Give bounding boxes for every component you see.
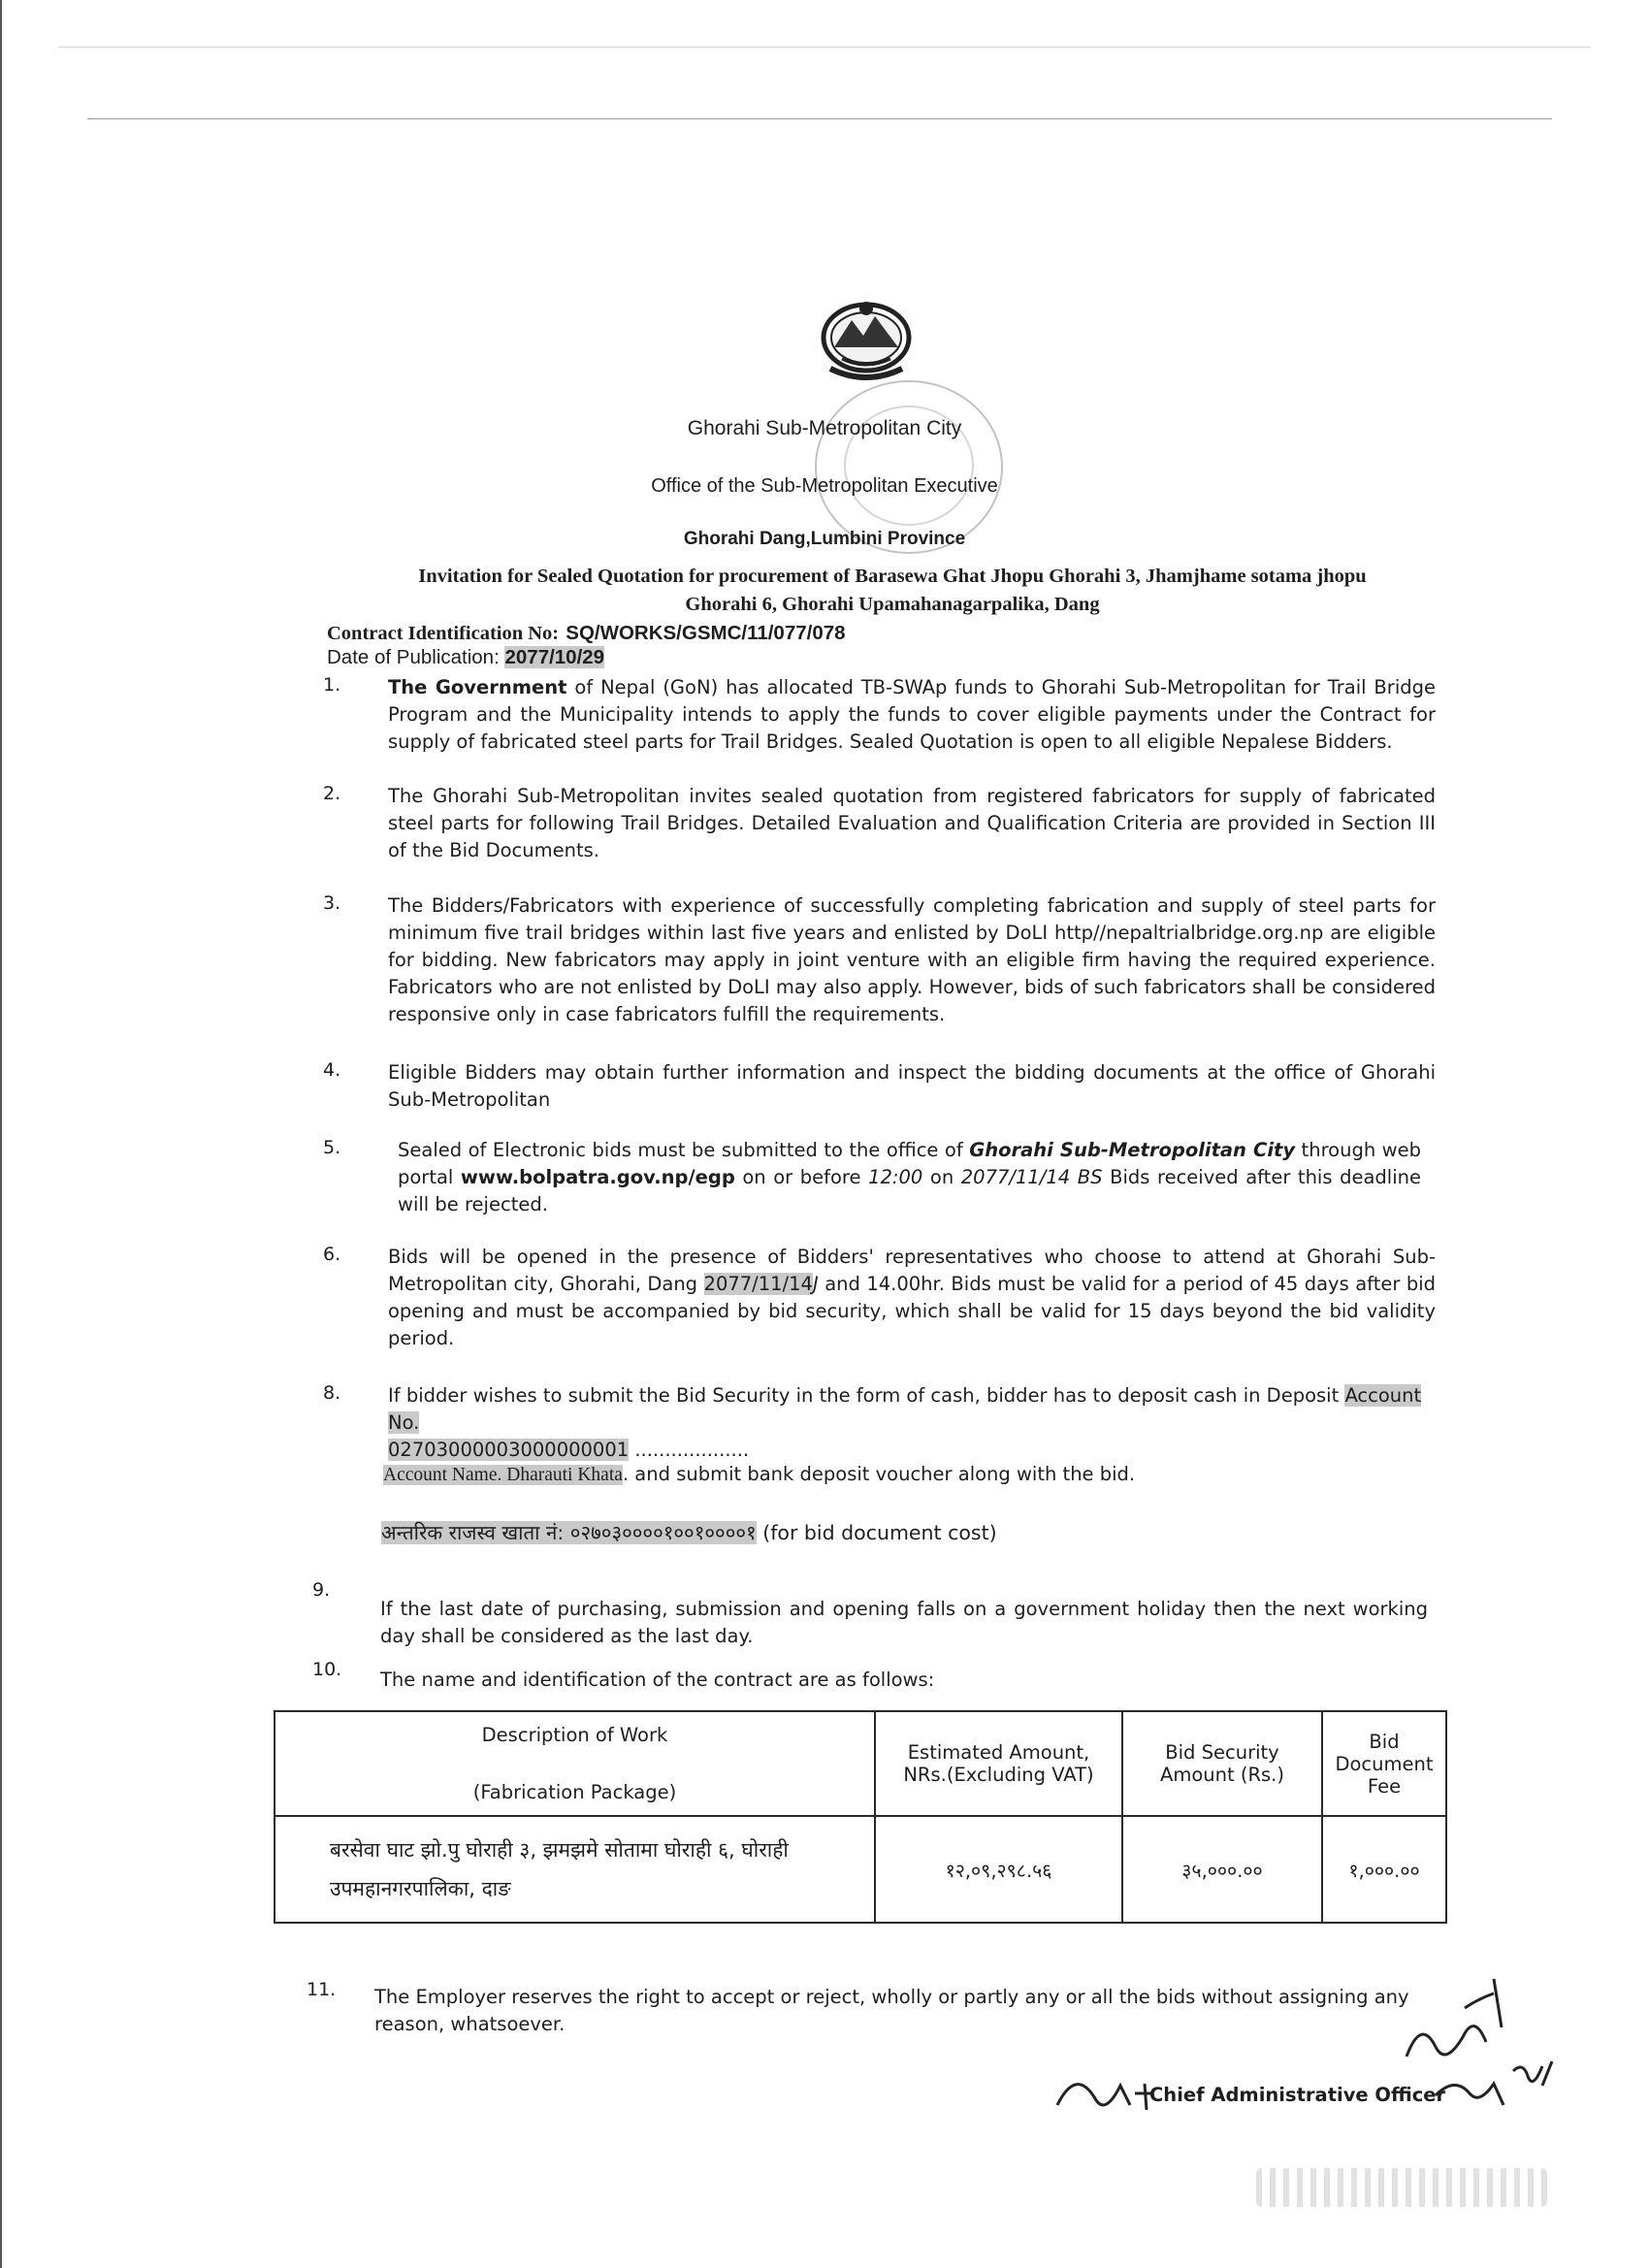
table-row (275, 1816, 1446, 1923)
office-name: Office of the Sub-Metropolitan Executive (651, 475, 998, 497)
contract-identification (327, 621, 846, 645)
header-estimate: Estimated Amount, NRs.(Excluding VAT) (875, 1711, 1122, 1816)
item-number: 1. (323, 674, 341, 696)
p8-account-label: Account No. (388, 1384, 1422, 1434)
notice-title-line2: Ghorahi 6, Ghorahi Upamahanagarpalika, Dang (685, 594, 1100, 615)
p5-text-b: through web portal (398, 1139, 1421, 1188)
paragraph-1-lead: The Government (388, 676, 567, 698)
p8-revenue-account: अन्तरिक राजस्व खाता नं: ०२७०३००००१००१००००१ (381, 1521, 757, 1544)
item-number: 8. (323, 1382, 341, 1404)
paragraph-11: The Employer reserves the right to accept or reject, wholly or partly any or all the bids without assigning any reason, whatsoever. (374, 1986, 1409, 2035)
item-number: 4. (323, 1059, 341, 1081)
header-description-sub: (Fabrication Package) (472, 1781, 677, 1803)
p8-revenue-note: (for bid document cost) (756, 1521, 997, 1544)
cell-security: ३५,०००.०० (1122, 1816, 1322, 1923)
p5-text-c: on or before (734, 1166, 869, 1188)
p5-text-a: Sealed of Electronic bids must be submitted to the office of (398, 1139, 970, 1161)
p5-portal: www.bolpatra.gov.np/egp (460, 1166, 735, 1188)
nepal-emblem (813, 291, 920, 388)
paragraph-9: If the last date of purchasing, submission and opening falls on a government holiday then the next working day shall be considered as the last day. (380, 1598, 1428, 1647)
notice-title-line1: Invitation for Sealed Quotation for procurement of Barasewa Ghat Jhopu Ghorahi 3, Jhamjhame sotama jhopu (418, 566, 1367, 587)
p6-date: 2077/11/14 (703, 1273, 813, 1295)
paragraph-3: The Bidders/Fabricators with experience of successfully completing fabrication and supply of steel parts for minimum five trail bridges within last five years and enlisted by DoLI http//nepaltrialbridge.org.np are eligible for bidding. New fabricators may apply in joint venture with an eligible firm having the required experience. Fabricators who are not enlisted by DoLI may also apply. However, bids of such fabricators shall be considered responsive only in case fabricators fulfill the requirements. (388, 894, 1436, 1025)
faint-stamp-mark (1256, 2168, 1547, 2207)
scan-line-upper (87, 118, 1552, 119)
header-description (275, 1711, 875, 1816)
signature-title: Chief Administrative Officer (1149, 2084, 1446, 2106)
item-number: 3. (323, 892, 341, 914)
p8-account-no: 02703000003000000001 (388, 1439, 630, 1461)
p8-text-b: . and submit bank deposit voucher along with the bid. (622, 1463, 1136, 1485)
p6-text-b: and 14.00hr. Bids must be valid for a period of 45 days after bid opening and must be accompanied by bid security, which shall be valid for 15 days beyond the bid validity period. (388, 1273, 1436, 1349)
p5-text-d: on (922, 1166, 961, 1188)
account-name-line (383, 1463, 1135, 1486)
header-security: Bid Security Amount (Rs.) (1122, 1711, 1322, 1816)
paragraph-10: The name and identification of the contract are as follows: (380, 1669, 935, 1691)
p5-time: 12:00 (868, 1166, 923, 1188)
p5-date: 2077/11/14 BS (960, 1166, 1103, 1188)
p5-office: Ghorahi Sub-Metropolitan City (969, 1139, 1296, 1161)
p6-date-suffix: J (812, 1273, 819, 1295)
item-number: 6. (323, 1244, 341, 1265)
scan-line-top (58, 47, 1591, 48)
p5-text-e: Bids received after this deadline will be rejected. (398, 1166, 1421, 1215)
item-number: 5. (323, 1137, 341, 1158)
header-fee: Bid Document Fee (1322, 1711, 1446, 1816)
contract-id-value: SQ/WORKS/GSMC/11/077/078 (566, 622, 846, 644)
item-number: 2. (323, 783, 341, 804)
cell-description: बरसेवा घाट झो.पु घोराही ३, झमझमे सोतामा घोराही ६, घोराही उपमहानगरपालिका, दाङ (275, 1816, 875, 1923)
scan-edge-line (0, 0, 2, 2268)
header-description-title: Description of Work (481, 1724, 668, 1746)
table-header-row (275, 1711, 1446, 1816)
paragraph-2: The Ghorahi Sub-Metropolitan invites sealed quotation from registered fabricators for supply of fabricated steel parts for following Trail Bridges. Detailed Evaluation and Qualification Criteria are provided in Section III of the Bid Documents. (388, 785, 1436, 861)
paragraph-1-text: of Nepal (GoN) has allocated TB-SWAp funds to Ghorahi Sub-Metropolitan for Trail Bridge Program and the Municipality intends to apply the funds to cover eligible payments under the Contract for supply of fabricated steel parts for Trail Bridges. Sealed Quotation is open to all eligible Nepalese Bidders. (388, 676, 1436, 753)
contract-id-label: Contract Identification No: (327, 623, 560, 644)
publication-date (327, 646, 604, 669)
contract-table (274, 1710, 1447, 1924)
item-number: 10. (312, 1659, 342, 1680)
item-number: 11. (307, 1979, 337, 2000)
cell-fee: १,०००.०० (1322, 1816, 1446, 1923)
paragraph-1 (388, 674, 1436, 756)
p8-account-name: Account Name. Dharauti Khata (383, 1465, 623, 1485)
p8-text-a: If bidder wishes to submit the Bid Security in the form of cash, bidder has to deposit cash in Deposit (388, 1384, 1345, 1407)
publication-label: Date of Publication: (327, 646, 500, 668)
paragraph-8 (388, 1382, 1436, 1464)
paragraph-4: Eligible Bidders may obtain further information and inspect the bidding documents at the office of Ghorahi Sub-Metropolitan (388, 1061, 1436, 1111)
cell-estimate: १२,०९,२९८.५६ (875, 1816, 1122, 1923)
p8-dots: ................... (629, 1439, 750, 1461)
office-location: Ghorahi Dang,Lumbini Province (683, 529, 966, 549)
publication-value: 2077/10/29 (504, 646, 605, 668)
item-number: 9. (312, 1579, 331, 1601)
paragraph-6 (388, 1244, 1436, 1352)
revenue-account-line (381, 1519, 997, 1546)
paragraph-5 (398, 1137, 1421, 1218)
org-name: Ghorahi Sub-Metropolitan City (687, 417, 962, 439)
p6-text-a: Bids will be opened in the presence of Bidders' representatives who choose to attend at Ghorahi Sub-Metropolitan city, Ghorahi, Dang (388, 1246, 1436, 1295)
